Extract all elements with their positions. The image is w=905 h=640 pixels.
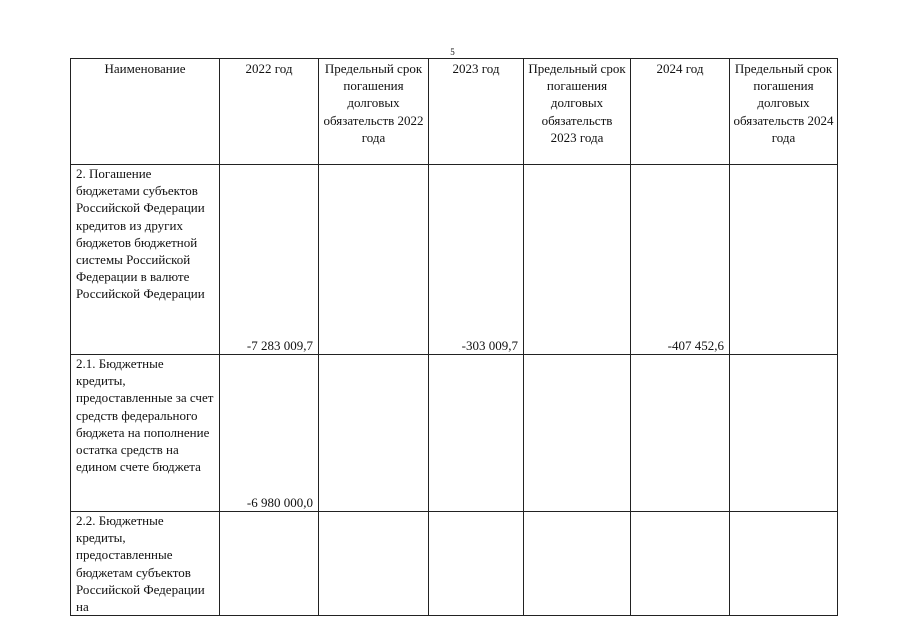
page-number: 5 (450, 47, 455, 57)
header-2023: 2023 год (429, 59, 524, 165)
term-2023 (524, 355, 631, 512)
table-row (71, 512, 838, 616)
term-2023 (524, 512, 631, 616)
value-2023 (429, 512, 524, 616)
budget-table (70, 58, 838, 616)
header-term-2024: Предельный срок погашения долговых обязательств 2024 года (730, 59, 838, 165)
value-2024 (631, 512, 730, 616)
header-name: Наименование (71, 59, 220, 165)
term-2022 (319, 355, 429, 512)
value-2022 (220, 512, 319, 616)
header-2024: 2024 год (631, 59, 730, 165)
header-term-2022: Предельный срок погашения долговых обязательств 2022 года (319, 59, 429, 165)
header-term-2023: Предельный срок погашения долговых обязательств 2023 года (524, 59, 631, 165)
value-2022: -6 980 000,0 (220, 355, 319, 512)
term-2024 (730, 355, 838, 512)
value-2024: -407 452,6 (631, 165, 730, 355)
table-row (71, 165, 838, 355)
term-2022 (319, 165, 429, 355)
value-2022: -7 283 009,7 (220, 165, 319, 355)
table-header-row (71, 59, 838, 165)
value-2023: -303 009,7 (429, 165, 524, 355)
table-row (71, 355, 838, 512)
term-2024 (730, 512, 838, 616)
term-2024 (730, 165, 838, 355)
header-2022: 2022 год (220, 59, 319, 165)
value-2023 (429, 355, 524, 512)
row-name: 2.2. Бюджетные кредиты, предоставленные бюджетам субъектов Российской Федерации на (71, 512, 220, 616)
value-2024 (631, 355, 730, 512)
term-2022 (319, 512, 429, 616)
row-name: 2.1. Бюджетные кредиты, предоставленные за счет средств федерального бюджета на пополнение остатка средств на едином счете бюджета (71, 355, 220, 512)
row-name: 2. Погашение бюджетами субъектов Российской Федерации кредитов из других бюджетов бюджетной системы Российской Федерации в валюте Российской Федерации (71, 165, 220, 355)
term-2023 (524, 165, 631, 355)
